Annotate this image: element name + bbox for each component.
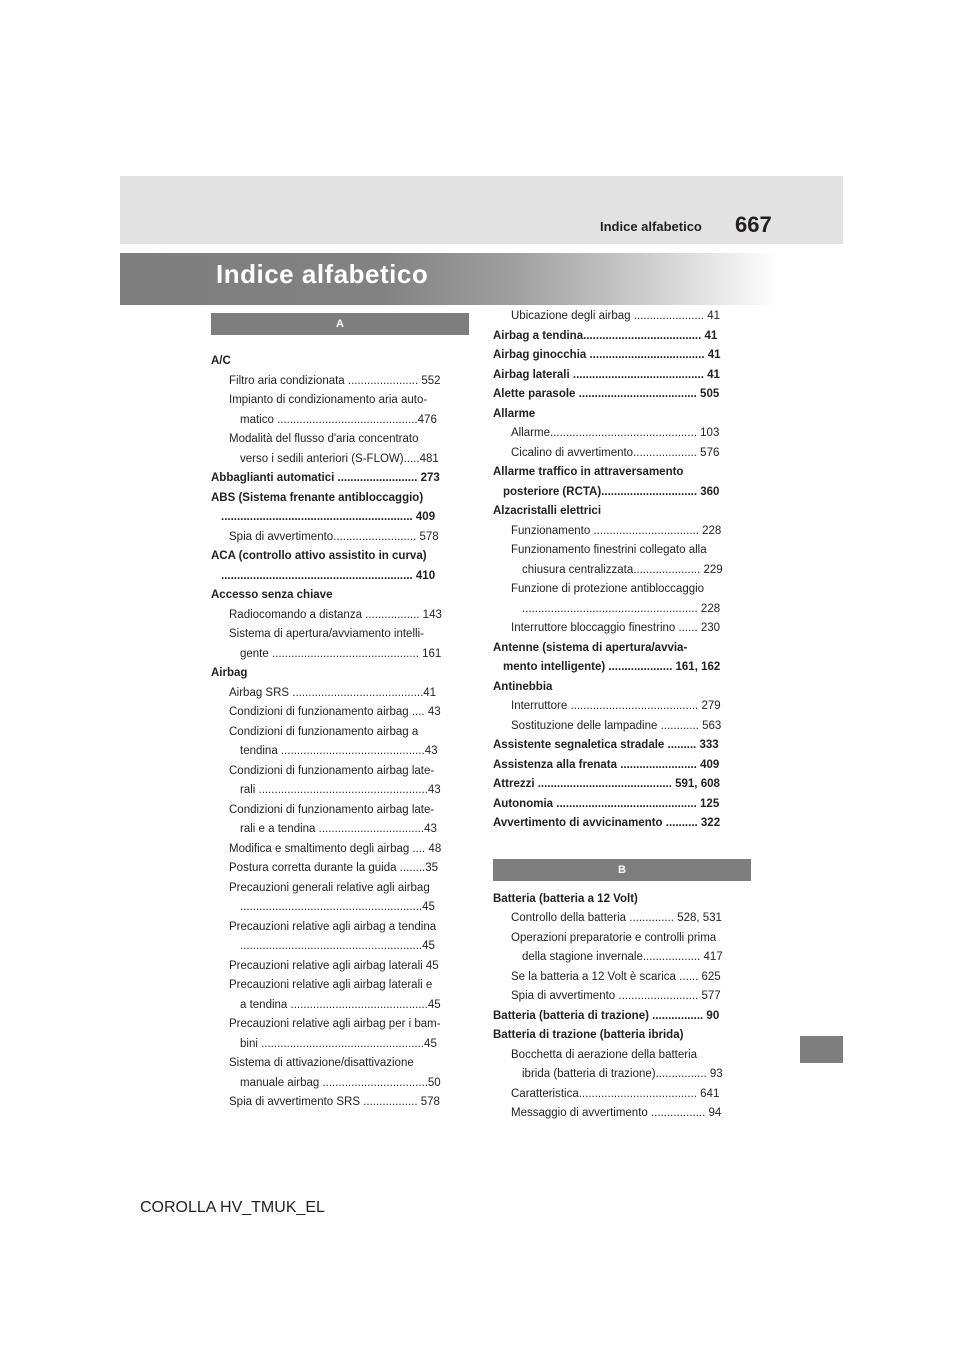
index-subentry: bini ...................................................45 [240,1037,437,1050]
index-subentry: Messaggio di avvertimento ................. 94 [511,1107,722,1119]
index-subentry: chiusura centralizzata..................... 229 [522,563,723,576]
index-subentry: Precauzioni generali relative agli airbag [229,881,430,894]
index-heading-entry: mento intelligente) .................... 161, 162 [503,661,721,673]
index-subentry: Ubicazione degli airbag ...................... 41 [511,310,721,322]
index-entry-list-b [493,890,751,1124]
index-subentry: Se la batteria a 12 Volt è scarica ...... 625 [511,970,721,983]
index-subentry: Condizioni di funzionamento airbag .... 43 [229,706,441,718]
index-subentry: Condizioni di funzionamento airbag a [229,725,419,738]
letter-heading-b: B [493,859,751,881]
index-heading-entry: Alette parasole ..................................... 505 [493,388,720,400]
index-heading-entry: ............................................................ 410 [221,569,436,582]
index-subentry: verso i sedili anteriori (S-FLOW).....481 [240,452,439,465]
index-subentry: Radiocomando a distanza ................. 143 [229,608,442,621]
index-heading-entry: Autonomia ............................................ 125 [493,797,720,810]
index-subentry: Precauzioni relative agli airbag per i bam- [229,1018,441,1030]
index-entry-list-a-continued [493,307,751,834]
index-subentry: Cicalino di avvertimento.................... 576 [511,446,720,459]
index-subentry: Modalità del flusso d'aria concentrato [229,433,419,445]
index-subentry: Spia di avvertimento ......................... 577 [511,990,721,1002]
index-subentry: Interruttore bloccaggio finestrino ...... 230 [511,622,721,634]
index-subentry: manuale airbag .................................50 [240,1076,441,1089]
index-subentry: Allarme.............................................. 103 [511,427,720,439]
index-heading-entry: Antinebbia [493,680,553,693]
index-subentry: Postura corretta durante la guida ........35 [229,862,439,874]
index-heading-entry: posteriore (RCTA).............................. 360 [503,485,720,498]
index-heading-entry: Antenne (sistema di apertura/avvia- [493,641,688,654]
index-subentry: della stagione invernale.................. 417 [522,951,723,963]
index-subentry: Controllo della batteria .............. 528, 531 [511,912,722,924]
index-subentry: gente .............................................. 161 [240,647,442,660]
index-heading-entry: Airbag laterali ......................................... 41 [493,368,720,381]
index-subentry: Impianto di condizionamento aria auto- [229,394,428,406]
index-subentry: Spia di avvertimento SRS ................. 578 [229,1096,440,1108]
index-subentry: Condizioni di funzionamento airbag late- [229,764,435,777]
index-subentry: Airbag SRS .........................................41 [229,686,437,699]
index-subentry: Funzionamento finestrini collegato alla [511,544,707,556]
index-heading-entry: Assistente segnaletica stradale ......... 333 [493,739,719,751]
index-entry-list-a [211,352,469,1113]
index-heading-entry: Accesso senza chiave [211,589,333,601]
index-heading-entry: Abbaglianti automatici ......................... 273 [211,472,440,484]
index-heading-entry: Airbag [211,667,248,679]
index-heading-entry: ABS (Sistema frenante antibloccaggio) [211,491,424,504]
index-heading-entry: ACA (controllo attivo assistito in curva) [211,550,427,562]
index-subentry: Sostituzione delle lampadine ............ 563 [511,719,722,732]
index-subentry: Sistema di attivazione/disattivazione [229,1057,414,1069]
index-subentry: rali .....................................................43 [240,784,441,796]
index-heading-entry: Allarme [493,407,536,420]
index-subentry: ....................................................... 228 [522,602,721,615]
index-heading-entry: Batteria (batteria di trazione) ................ 90 [493,1009,720,1022]
index-heading-entry: Airbag ginocchia .................................... 41 [493,349,721,361]
index-subentry: Operazioni preparatorie e controlli prima [511,931,717,944]
index-column-left [211,313,469,1113]
index-subentry: Modifica e smaltimento degli airbag .... 48 [229,842,442,855]
chapter-title: Indice alfabetico [216,259,429,289]
index-subentry: rali e a tendina .................................43 [240,823,437,835]
index-heading-entry: Avvertimento di avvicinamento .......... 322 [493,817,721,829]
index-subentry: ibrida (batteria di trazione)................ 93 [522,1068,723,1080]
page-number: 667 [735,212,772,237]
index-subentry: Precauzioni relative agli airbag a tendina [229,920,437,933]
index-heading-entry: Alzacristalli elettrici [493,505,602,517]
index-subentry: Precauzioni relative agli airbag laterali e [229,979,433,991]
index-subentry: Sistema di apertura/avviamento intelli- [229,628,424,640]
index-subentry: Filtro aria condizionata ...................... 552 [229,374,441,387]
index-subentry: .........................................................45 [240,901,435,913]
index-subentry: .........................................................45 [240,940,435,952]
index-heading-entry: A/C [211,355,231,367]
footer-model-code: COROLLA HV_TMUK_EL [140,1199,325,1216]
running-header-title: Indice alfabetico [600,219,702,234]
index-heading-entry: Batteria (batteria a 12 Volt) [493,892,638,905]
index-subentry: Spia di avvertimento.......................... 578 [229,530,439,543]
index-subentry: Condizioni di funzionamento airbag late- [229,803,435,816]
index-subentry: matico ............................................476 [240,413,437,426]
index-subentry: Funzione di protezione antibloccaggio [511,583,705,595]
index-subentry: Interruttore ........................................ 279 [511,700,721,712]
index-subentry: tendina .............................................43 [240,745,438,757]
thumb-index-tab [800,1036,843,1063]
index-heading-entry: Allarme traffico in attraversamento [493,466,684,478]
index-heading-entry: ............................................................ 409 [221,511,436,523]
index-heading-entry: Assistenza alla frenata ........................ 409 [493,758,720,771]
letter-heading-a: A [211,313,469,335]
index-heading-entry: Airbag a tendina..................................... 41 [493,329,718,342]
index-subentry: Funzionamento ................................. 228 [511,524,722,537]
index-subentry: Caratteristica..................................... 641 [511,1087,720,1100]
index-subentry: Precauzioni relative agli airbag laterali 45 [229,959,439,972]
index-column-right [493,307,751,1124]
index-subentry: a tendina ...........................................45 [240,998,441,1011]
index-heading-entry: Attrezzi .......................................... 591, 608 [493,778,720,790]
index-subentry: Bocchetta di aerazione della batteria [511,1048,698,1061]
index-heading-entry: Batteria di trazione (batteria ibrida) [493,1029,684,1041]
